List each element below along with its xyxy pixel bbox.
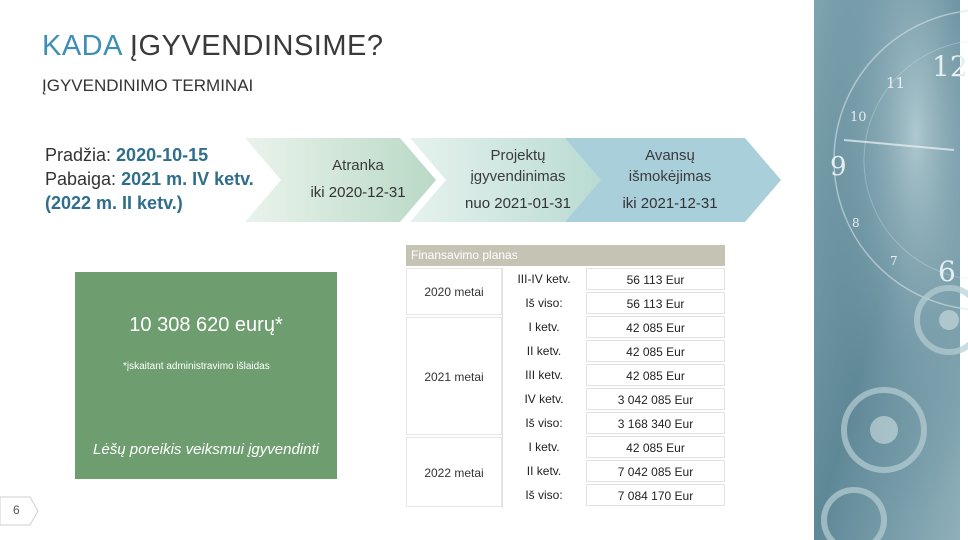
plan-amount-cell: 56 113 Eur bbox=[586, 292, 725, 314]
funding-need: Lėšų poreikis veiksmui įgyvendinti bbox=[93, 441, 319, 458]
stage-advance-date: iki 2021-12-31 bbox=[622, 195, 718, 212]
stage-implementation-title-1: Projektų bbox=[490, 147, 546, 164]
plan-amount-cell: 56 113 Eur bbox=[586, 268, 725, 290]
stage-implementation-date: nuo 2021-01-31 bbox=[465, 195, 571, 212]
funding-box bbox=[75, 272, 337, 479]
funding-amount: 10 308 620 eurų* bbox=[129, 314, 283, 336]
plan-quarter-cell: I ketv. bbox=[504, 316, 584, 338]
year-2020: 2020 metai bbox=[406, 268, 502, 315]
stage-advance bbox=[600, 145, 740, 214]
clock-numerals bbox=[814, 0, 968, 540]
stage-advance-title-1: Avansų bbox=[645, 147, 695, 164]
funding-note: *įskaitant administravimo išlaidas bbox=[123, 361, 270, 372]
year-2021: 2021 metai bbox=[406, 317, 502, 435]
title-kada: KADA bbox=[42, 30, 122, 62]
start-value: 2020-10-15 bbox=[116, 145, 209, 165]
stage-implementation-title-2: įgyvendinimas bbox=[470, 168, 566, 185]
plan-amount-cell: 42 085 Eur bbox=[586, 340, 725, 362]
stage-advance-title-2: išmokėjimas bbox=[628, 168, 712, 185]
plan-quarter-cell: Iš viso: bbox=[504, 292, 584, 314]
clock-num-9: 9 bbox=[830, 152, 847, 182]
title-rest: ĮGYVENDINSIME? bbox=[121, 30, 384, 62]
plan-amount-cell: 42 085 Eur bbox=[586, 316, 725, 338]
plan-amount-cell: 42 085 Eur bbox=[586, 436, 725, 458]
plan-quarter-cell: II ketv. bbox=[504, 460, 584, 482]
plan-quarter-cell: Iš viso: bbox=[504, 484, 584, 506]
stage-implementation bbox=[446, 145, 590, 214]
plan-amount-cell: 7 084 170 Eur bbox=[586, 484, 725, 506]
plan-amount-cell: 7 042 085 Eur bbox=[586, 460, 725, 482]
clock-num-6: 6 bbox=[938, 255, 956, 288]
plan-amount-cell: 3 168 340 Eur bbox=[586, 412, 725, 434]
year-2022: 2022 metai bbox=[406, 437, 502, 507]
stage-selection-date: iki 2020-12-31 bbox=[310, 184, 406, 201]
plan-quarter-cell: III-IV ketv. bbox=[504, 268, 584, 290]
end-value: 2021 m. IV ketv. bbox=[121, 169, 254, 189]
page-number: 6 bbox=[13, 503, 20, 517]
clock-num-11: 11 bbox=[886, 74, 906, 92]
plan-quarter-cell: III ketv. bbox=[504, 364, 584, 386]
clock-num-8: 8 bbox=[852, 216, 860, 230]
start-label: Pradžia: bbox=[45, 145, 117, 165]
plan-amount-cell: 3 042 085 Eur bbox=[586, 388, 725, 410]
plan-quarter-cell: Iš viso: bbox=[504, 412, 584, 434]
stage-selection-title: Atranka bbox=[332, 157, 384, 174]
plan-quarter-cell: II ketv. bbox=[504, 340, 584, 362]
plan-quarter-cell: IV ketv. bbox=[504, 388, 584, 410]
end-extra: (2022 m. II ketv.) bbox=[45, 193, 183, 213]
clock-num-10: 10 bbox=[850, 110, 867, 125]
end-label: Pabaiga: bbox=[45, 169, 122, 189]
financing-plan-header: Finansavimo planas bbox=[406, 245, 725, 266]
slide-subtitle: ĮGYVENDINIMO TERMINAI bbox=[42, 76, 254, 95]
clock-num-7: 7 bbox=[890, 254, 898, 268]
plan-column-divider bbox=[502, 268, 503, 508]
stage-selection bbox=[298, 155, 418, 203]
plan-amount-cell: 42 085 Eur bbox=[586, 364, 725, 386]
plan-quarter-cell: I ketv. bbox=[504, 436, 584, 458]
clock-num-12: 12 bbox=[932, 50, 968, 83]
